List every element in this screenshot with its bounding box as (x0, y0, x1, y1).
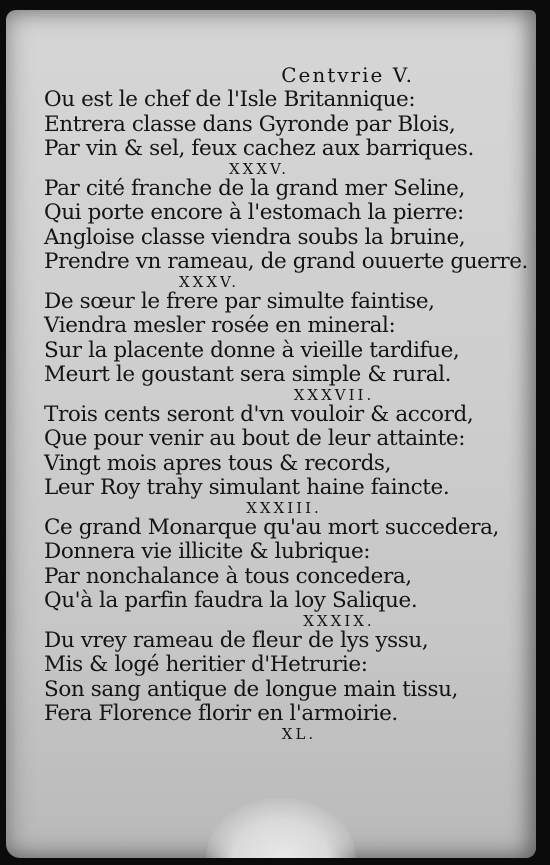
book-page (6, 10, 536, 858)
quatrain-number: XXXIX. (303, 611, 375, 630)
quatrain-36 (44, 272, 514, 388)
quatrain-37 (44, 385, 514, 501)
page-text (44, 62, 528, 743)
verse-line: Trois cents seront d'vn vouloir & accord, (44, 401, 474, 427)
verse-line: Fera Florence florir en l'armoirie. (44, 701, 398, 726)
verse-line: Par cité franche de la grand mer Seline, (44, 175, 465, 201)
verse-line: Mis & logé heritier d'Hetrurie: (44, 652, 368, 677)
quatrain-number: XXXV. (178, 272, 239, 291)
verse-line: Sur la placente donne à vieille tardifue, (44, 337, 460, 363)
quatrain-39 (44, 611, 514, 727)
quatrain-number: XXXV. (228, 159, 289, 178)
quatrain-number: XXXIII. (246, 498, 322, 517)
quatrain-34 (44, 88, 514, 162)
quatrain-38 (44, 498, 514, 614)
verse-line: Entrera classe dans Gyronde par Blois, (44, 111, 456, 137)
verse-line: Vingt mois apres tous & records, (44, 450, 391, 476)
verse-line: Du vrey rameau de fleur de lys yssu, (44, 627, 429, 653)
running-header: Centvrie V. (281, 63, 414, 87)
quatrain-40 (44, 724, 514, 743)
verse-line: Angloise classe viendra soubs la bruine, (44, 224, 466, 250)
verse-line: Viendra mesler rosée en mineral: (44, 313, 396, 338)
verse-line: Ce grand Monarque qu'au mort succedera, (44, 514, 499, 540)
quatrain-number: XXXVII. (293, 385, 375, 404)
verse-line: Prendre vn rameau, de grand ouuerte guerre. (44, 249, 528, 274)
verse-line: Qu'à la parfin faudra la loy Salique. (44, 588, 418, 613)
verse-line: Ou est le chef de l'Isle Britannique: (44, 87, 416, 112)
verse-line: Par nonchalance à tous concedera, (44, 563, 412, 589)
quatrain-35 (44, 159, 528, 275)
thumb-shadow (206, 798, 356, 858)
verse-line: Que pour venir au bout de leur attainte: (44, 426, 466, 451)
verse-line: Donnera vie illicite & lubrique: (44, 539, 371, 564)
verse-line: De sœur le frere par simulte faintise, (44, 288, 435, 314)
verse-line: Par vin & sel, feux cachez aux barriques. (44, 136, 474, 161)
verse-line: Leur Roy trahy simulant haine faincte. (44, 475, 450, 500)
verse-line: Meurt le goustant sera simple & rural. (44, 362, 452, 387)
verse-line: Qui porte encore à l'estomach la pierre: (44, 200, 464, 225)
verse-line: Son sang antique de longue main tissu, (44, 676, 458, 702)
quatrain-number: XL. (281, 724, 317, 743)
